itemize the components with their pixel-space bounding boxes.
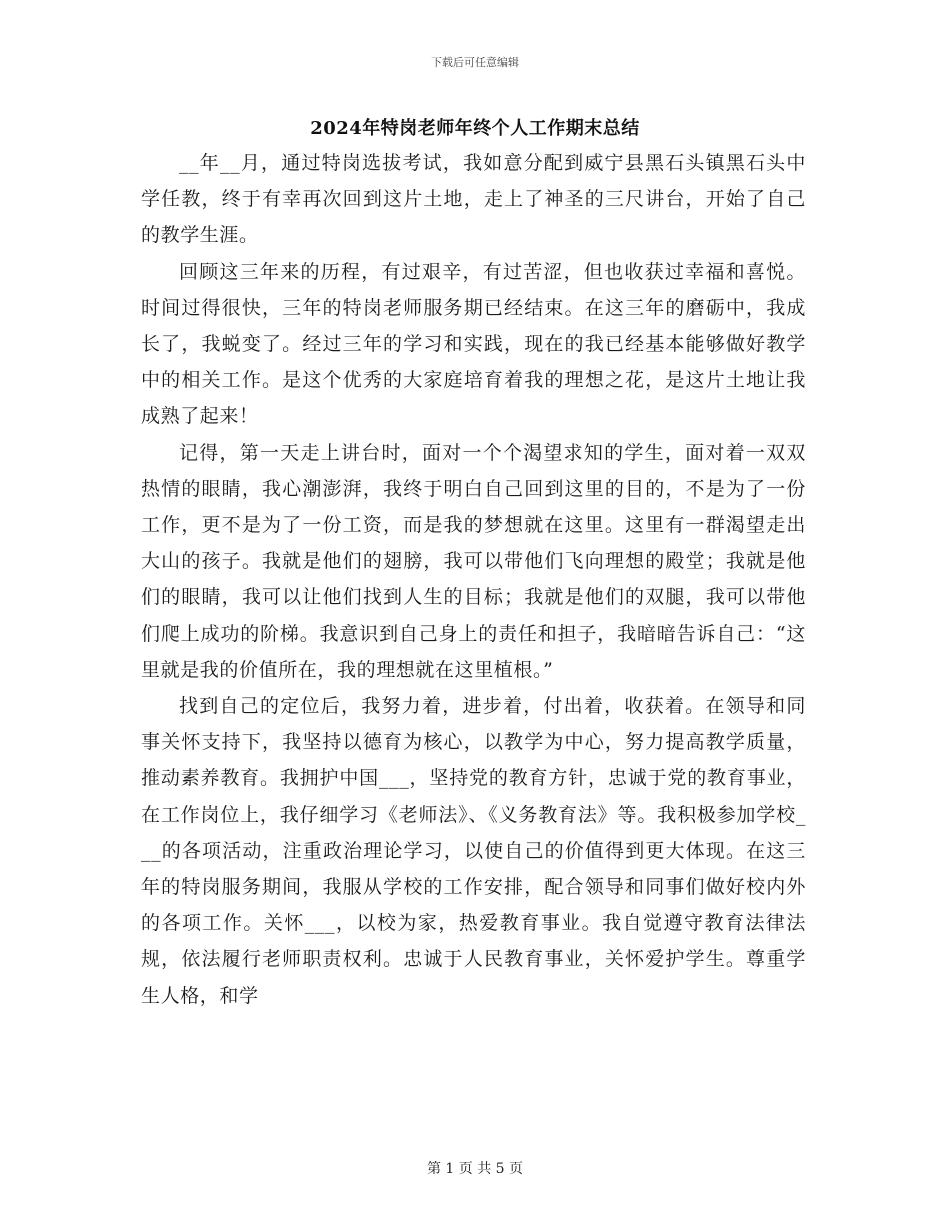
page-header-note: 下载后可任意编辑 <box>431 56 519 69</box>
paragraph-2: 回顾这三年来的历程，有过艰辛，有过苦涩，但也收获过幸福和喜悦。时间过得很快，三年的特岗老师服务期已经结束。在这三年的磨砺中，我成长了，我蜕变了。经过三年的学习和实践，现在的我已经基本能够做好教学中的相关工作。是这个优秀的大家庭培育着我的理想之花，是这片土地让我成熟了起来！ <box>141 260 806 428</box>
document-title: 2024年特岗老师年终个人工作期末总结 <box>310 118 640 139</box>
document-body <box>141 145 806 1014</box>
page-number-footer: 第 1 页 共 5 页 <box>426 1161 524 1177</box>
paragraph-1: __年__月，通过特岗选拔考试，我如意分配到威宁县黑石头镇黑石头中学任教，终于有幸再次回到这片土地，走上了神圣的三尺讲台，开始了自己的教学生涯。 <box>141 152 806 247</box>
paragraph-4: 找到自己的定位后，我努力着，进步着，付出着，收获着。在领导和同事关怀支持下，我坚持以德育为核心，以教学为中心，努力提高教学质量，推动素养教育。我拥护中国___，坚持党的教育方针，忠诚于党的教育事业，在工作岗位上，我仔细学习《老师法》、《义务教育法》等。我积极参加学校___的各项活动，注重政治理论学习，以使自己的价值得到更大体现。在这三年的特岗服务期间，我服从学校的工作安排，配合领导和同事们做好校内外的各项工作。关怀___，以校为家，热爱教育事业。我自觉遵守教育法律法规，依法履行老师职责权利。忠诚于人民教育事业，关怀爱护学生。尊重学生人格，和学 <box>141 695 806 1007</box>
paragraph-3: 记得，第一天走上讲台时，面对一个个渴望求知的学生，面对着一双双热情的眼睛，我心潮澎湃，我终于明白自己回到这里的目的，不是为了一份工作，更不是为了一份工资，而是我的梦想就在这里。这里有一群渴望走出大山的孩子。我就是他们的翅膀，我可以带他们飞向理想的殿堂；我就是他们的眼睛，我可以让他们找到人生的目标；我就是他们的双腿，我可以带他们爬上成功的阶梯。我意识到自己身上的责任和担子，我暗暗告诉自己：“这里就是我的价值所在，我的理想就在这里植根。” <box>141 441 806 681</box>
